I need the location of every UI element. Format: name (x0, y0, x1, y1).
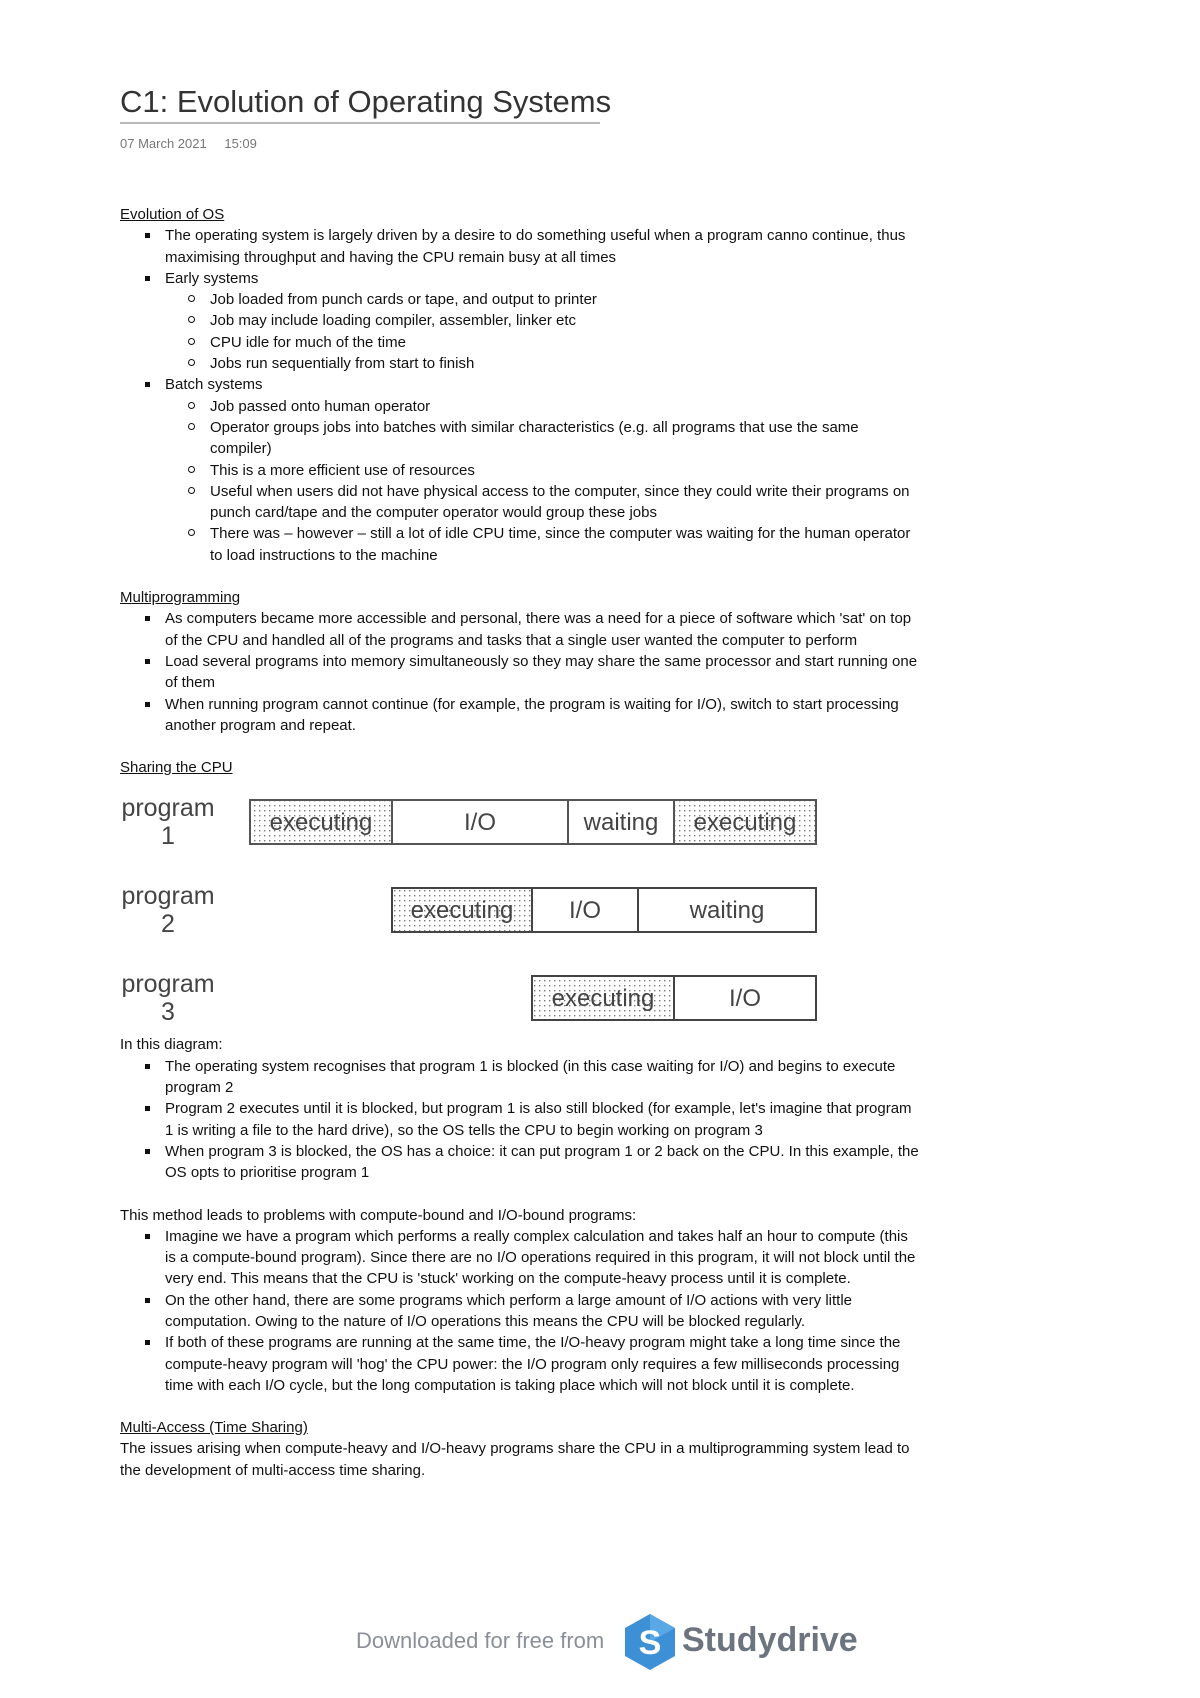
list-item: The operating system is largely driven by a desire to do something useful when a program canno continue, thus maximising throughput and having the CPU remain busy at all times (165, 225, 920, 268)
footer-brand: Studydrive (682, 1621, 858, 1659)
page-meta (120, 136, 257, 151)
section-heading-multiprogramming: Multiprogramming (120, 589, 241, 607)
early-systems-list (165, 289, 920, 374)
page-title: C1: Evolution of Operating Systems (120, 84, 612, 119)
list-item: There was – however – still a lot of idle CPU time, since the computer was waiting for the human operator to load instructions to the machine (210, 523, 920, 566)
list-item: When program 3 is blocked, the OS has a choice: it can put program 1 or 2 back on the CPU. In this example, the OS opts to prioritise program 1 (165, 1141, 920, 1184)
spacer (120, 566, 920, 587)
program-label-line2: 3 (161, 998, 175, 1027)
batch-systems-list (165, 396, 920, 566)
title-underline (120, 122, 600, 124)
list-item: Useful when users did not have physical access to the computer, since they could write their programs on punch card/tape and the computer operator would group these jobs (210, 481, 920, 524)
logo-letter: S (638, 1624, 662, 1662)
list-item: When running program cannot continue (for example, the program is waiting for I/O), switch to start processing another program and repeat. (165, 694, 920, 737)
segment-label: waiting (583, 809, 659, 837)
list-item: Job loaded from punch cards or tape, and output to printer (210, 289, 920, 310)
list-item: On the other hand, there are some programs which perform a large amount of I/O actions with very little computation. Owing to the nature of I/O operations this means the CPU will be blocked regularly. (165, 1290, 920, 1333)
list-item: CPU idle for much of the time (210, 332, 920, 353)
studydrive-logo-icon (622, 1612, 678, 1672)
cpu-sharing-diagram-svg (118, 784, 938, 1034)
list-item (165, 268, 920, 374)
problems-list (120, 1226, 920, 1396)
list-item: Job may include loading compiler, assembler, linker etc (210, 310, 920, 331)
spacer (120, 1396, 920, 1417)
section-heading-sharing: Sharing the CPU (120, 759, 233, 777)
list-item: Imagine we have a program which performs a really complex calculation and takes half an hour to compute (this is a compute-bound program). Since there are no I/O operations required in this program, it will not block until the very end. This means that the CPU is 'stuck' working on the compute-heavy process until it is complete. (165, 1226, 920, 1290)
list-item: Load several programs into memory simultaneously so they may share the same processor and start running one of them (165, 651, 920, 694)
diagram-intro: In this diagram: (120, 1036, 223, 1054)
list-item: Job passed onto human operator (210, 396, 920, 417)
segment-label: waiting (689, 897, 765, 925)
list-item-label: Early systems (165, 269, 259, 287)
diagram-explanation-list (120, 1056, 920, 1184)
spacer (120, 736, 920, 757)
program-label-line1: program (121, 882, 215, 911)
segment-label: I/O (728, 985, 762, 1013)
page-content (120, 204, 920, 1481)
program-1-timeline (250, 800, 816, 844)
multiprogramming-list (120, 608, 920, 736)
list-item-label: Batch systems (165, 376, 263, 394)
spacer (120, 1184, 920, 1205)
list-item: Jobs run sequentially from start to finish (210, 353, 920, 374)
segment-label: executing (693, 809, 797, 837)
page-time: 15:09 (224, 136, 257, 151)
download-footer[interactable] (356, 1612, 856, 1672)
program-label-line2: 1 (161, 822, 175, 851)
list-item: This is a more efficient use of resources (210, 460, 920, 481)
program-label-line1: program (121, 970, 215, 999)
list-item: The operating system recognises that program 1 is blocked (in this case waiting for I/O) and begins to execute program 2 (165, 1056, 920, 1099)
program-2-timeline (392, 888, 816, 932)
footer-text: Downloaded for free from (356, 1628, 605, 1653)
section-heading-evolution: Evolution of OS (120, 206, 225, 223)
segment-label: I/O (463, 809, 497, 837)
list-item: Operator groups jobs into batches with similar characteristics (e.g. all programs that use the same compiler) (210, 417, 920, 460)
multiaccess-text: The issues arising when compute-heavy and I/O-heavy programs share the CPU in a multiprogramming system lead to the development of multi-access time sharing. (120, 1440, 910, 1479)
segment-label: executing (269, 809, 373, 837)
evolution-list (120, 225, 920, 566)
segment-label: I/O (568, 897, 602, 925)
list-item: As computers became more accessible and personal, there was a need for a piece of software which 'sat' on top of the CPU and handled all of the programs and tasks that a single user wanted the computer to perform (165, 608, 920, 651)
list-item: Program 2 executes until it is blocked, but program 1 is also still blocked (for example, let's imagine that program 1 is writing a file to the hard drive), so the OS tells the CPU to begin working on program 3 (165, 1098, 920, 1141)
section-heading-multiaccess: Multi-Access (Time Sharing) (120, 1419, 308, 1437)
list-item: If both of these programs are running at the same time, the I/O-heavy program might take a long time since the compute-heavy program will 'hog' the CPU power: the I/O program only requires a few milliseconds processing time with each I/O cycle, but the long computation is taking place which will not block until it is complete. (165, 1332, 920, 1396)
program-label-line1: program (121, 794, 215, 823)
program-3-timeline (532, 976, 816, 1020)
segment-label: executing (551, 985, 655, 1013)
cpu-sharing-diagram (118, 784, 938, 1034)
problems-intro: This method leads to problems with compute-bound and I/O-bound programs: (120, 1206, 637, 1224)
page-date: 07 March 2021 (120, 136, 207, 151)
segment-label: executing (410, 897, 514, 925)
program-label-line2: 2 (161, 910, 175, 939)
list-item (165, 374, 920, 566)
